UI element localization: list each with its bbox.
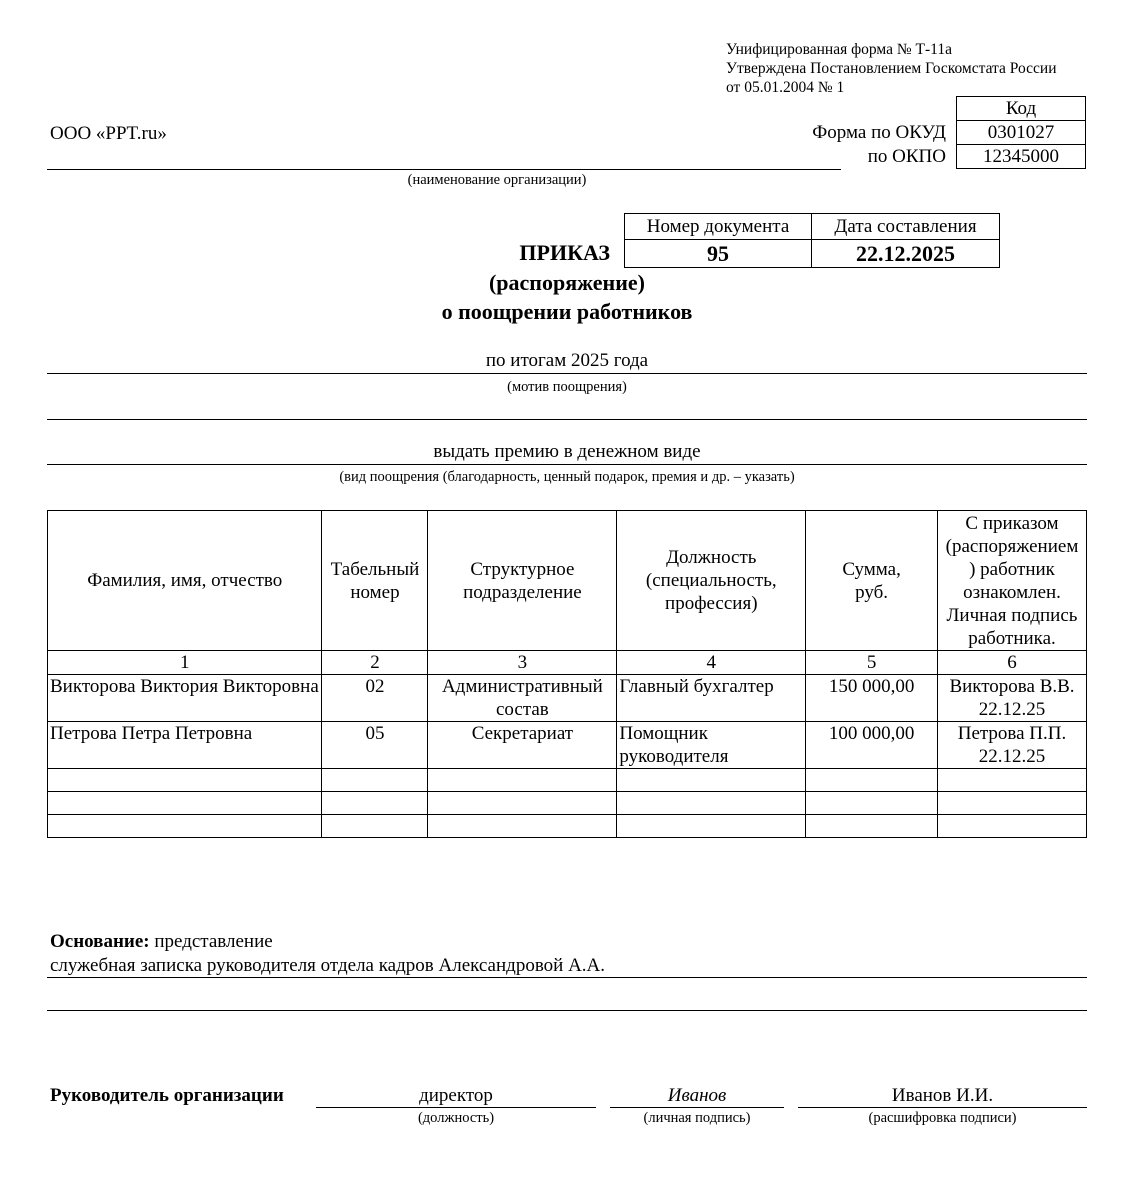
employee-position: Помощник руководителя <box>617 722 806 769</box>
organization-underline <box>47 169 841 170</box>
header-position: Должность (специальность, профессия) <box>617 511 806 651</box>
header-tab-number: Табельный номер <box>322 511 428 651</box>
motive-underline <box>47 373 1087 374</box>
signature-position: директор <box>419 1085 493 1106</box>
doc-date-header: Дата составления <box>812 214 1000 240</box>
codes-header: Код <box>957 97 1086 121</box>
employee-sum: 150 000,00 <box>806 675 938 722</box>
signature-sign-caption: (личная подпись) <box>643 1110 751 1126</box>
basis-label: Основание: <box>50 931 150 952</box>
col-number: 4 <box>617 651 806 675</box>
col-number: 6 <box>938 651 1087 675</box>
employee-position: Главный бухгалтер <box>617 675 806 722</box>
codes-table <box>956 96 1086 169</box>
organization-caption: (наименование организации) <box>407 172 587 188</box>
table-col-numbers-row <box>48 651 1087 675</box>
basis-value2: служебная записка руководителя отдела кадров Александровой А.А. <box>50 955 606 976</box>
signature-decode-caption: (расшифровка подписи) <box>868 1110 1017 1126</box>
col-number: 3 <box>428 651 617 675</box>
table-row-empty <box>48 792 1087 815</box>
header-sum: Сумма, руб. <box>806 511 938 651</box>
okpo-value: 12345000 <box>957 145 1086 169</box>
col-number: 5 <box>806 651 938 675</box>
okpo-label: по ОКПО <box>867 146 946 167</box>
title-topic: о поощрении работников <box>441 299 693 324</box>
signature-decode: Иванов И.И. <box>891 1085 994 1106</box>
reward-value: выдать премию в денежном виде <box>433 441 701 462</box>
reward-caption: (вид поощрения (благодарность, ценный подарок, премия и др. – указать) <box>339 469 795 485</box>
col-number: 2 <box>322 651 428 675</box>
employee-sign: Петрова П.П. 22.12.25 <box>938 722 1087 769</box>
employee-tab: 02 <box>322 675 428 722</box>
form-header-line2: Утверждена Постановлением Госкомстата России <box>726 60 1057 77</box>
employee-name: Петрова Петра Петровна <box>48 722 322 769</box>
employees-table <box>47 510 1087 838</box>
table-header-row <box>48 511 1087 651</box>
basis <box>50 931 273 953</box>
doc-number: 95 <box>625 240 812 268</box>
motive-value: по итогам 2025 года <box>485 350 649 371</box>
header-fio: Фамилия, имя, отчество <box>48 511 322 651</box>
motive-caption: (мотив поощрения) <box>507 379 627 395</box>
employee-sign: Викторова В.В. 22.12.25 <box>938 675 1087 722</box>
employee-name: Викторова Виктория Викторовна <box>48 675 322 722</box>
doc-date: 22.12.2025 <box>812 240 1000 268</box>
signature-position-caption: (должность) <box>417 1110 495 1126</box>
signature-handwritten: Иванов <box>667 1085 727 1106</box>
signature-decode-line <box>798 1107 1087 1108</box>
table-row <box>48 675 1087 722</box>
header-signature: С приказом (распоряжением ) работник ознакомлен. Личная подпись работника. <box>938 511 1087 651</box>
col-number: 1 <box>48 651 322 675</box>
okud-value: 0301027 <box>957 121 1086 145</box>
table-row-empty <box>48 815 1087 838</box>
employee-sum: 100 000,00 <box>806 722 938 769</box>
signature-position-line <box>316 1107 596 1108</box>
form-header <box>726 40 1057 97</box>
basis-extra-line <box>47 1010 1087 1011</box>
signature-sign-line <box>610 1107 784 1108</box>
basis-underline <box>47 977 1087 978</box>
title-prikaz: ПРИКАЗ <box>519 240 610 265</box>
employee-tab: 05 <box>322 722 428 769</box>
basis-value1: представление <box>154 931 273 952</box>
motive-extra-line <box>47 419 1087 420</box>
table-row <box>48 722 1087 769</box>
okud-label: Форма по ОКУД <box>812 122 946 143</box>
employee-dept: Административный состав <box>428 675 617 722</box>
employee-dept: Секретариат <box>428 722 617 769</box>
form-header-line1: Унифицированная форма № Т-11а <box>726 41 952 58</box>
reward-underline <box>47 464 1087 465</box>
table-row-empty <box>48 769 1087 792</box>
organization-name: ООО «PPT.ru» <box>50 123 167 144</box>
doc-number-header: Номер документа <box>625 214 812 240</box>
header-department: Структурное подразделение <box>428 511 617 651</box>
doc-info-table <box>624 213 1000 268</box>
form-header-line3: от 05.01.2004 № 1 <box>726 79 845 96</box>
signature-label: Руководитель организации <box>50 1085 284 1106</box>
title-subtitle: (распоряжение) <box>488 270 645 295</box>
